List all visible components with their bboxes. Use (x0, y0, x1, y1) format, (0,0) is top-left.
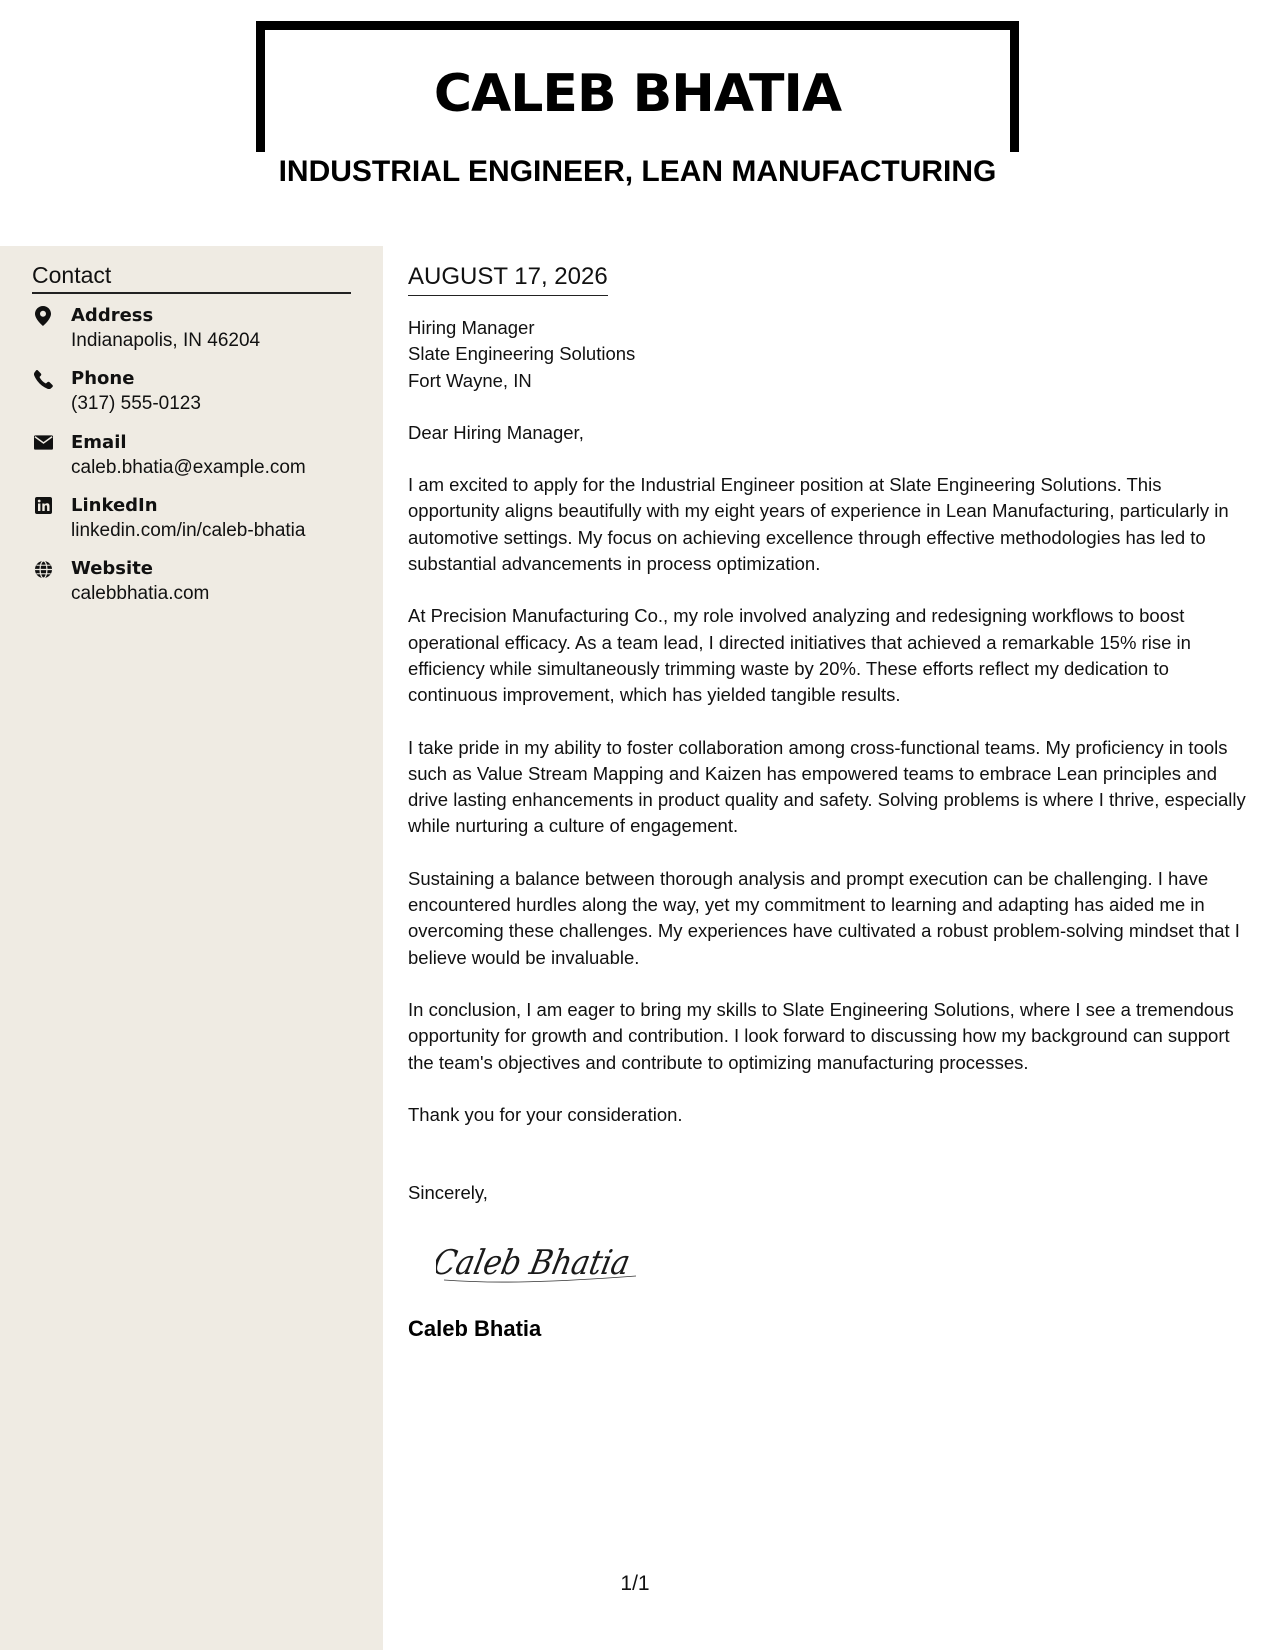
letter-body (408, 260, 1254, 1344)
signed-name: Caleb Bhatia (408, 1316, 542, 1342)
email-link[interactable]: caleb.bhatia@example.com (71, 456, 306, 478)
paragraph-collaboration: I take pride in my ability to foster collaboration among cross-functional teams. My proficiency in tools such as Value Stream Mapping and Kaizen has empowered teams to embrace Lean principles and drive lasting enhancements in product quality and safety. Solving problems is where I thrive, especially while nurturing a culture of engagement. (408, 736, 1246, 837)
contact-heading: Contact (32, 260, 351, 294)
paragraph-conclusion: In conclusion, I am eager to bring my skills to Slate Engineering Solutions, where I see a tremendous opportunity for growth and contribution. I look forward to discussing how my background can support the team's objectives and contribute to optimizing manufacturing processes. (408, 998, 1234, 1073)
closing-line: Thank you for your consideration. (408, 1103, 683, 1125)
contact-label: Website (71, 558, 154, 580)
recipient-company: Slate Engineering Solutions (408, 343, 636, 365)
paragraph-intro: I am excited to apply for the Industrial Engineer position at Slate Engineering Solutions. This opportunity aligns beautifully with my eight years of experience in Lean Manufacturing, particularly in automotive settings. My focus on achieving excellence through effective methodologies has led to substantial advancements in process optimization. (408, 474, 1229, 575)
contact-list (32, 304, 362, 620)
envelope-icon (33, 433, 53, 453)
contact-item-linkedin (32, 494, 362, 557)
letter-date: AUGUST 17, 2026 (408, 260, 608, 296)
phone-value: (317) 555-0123 (71, 393, 201, 415)
website-link[interactable]: calebbhatia.com (71, 583, 210, 605)
contact-item-website (32, 557, 362, 620)
contact-item-phone (32, 367, 362, 430)
contact-item-email (32, 431, 362, 494)
contact-label: Address (71, 305, 154, 326)
recipient-block (408, 315, 1254, 394)
svg-text:Caleb Bhatia: Caleb Bhatia (436, 1243, 646, 1284)
address-value: Indianapolis, IN 46204 (71, 330, 261, 351)
recipient-name: Hiring Manager (408, 317, 535, 338)
contact-label: Phone (71, 368, 135, 390)
paragraph-experience: At Precision Manufacturing Co., my role involved analyzing and redesigning workflows to boost operational efficacy. As a team lead, I directed initiatives that achieved a remarkable 15% rise in efficiency while simultaneously trimming waste by 20%. These efforts reflect my dedication to continuous improvement, which has yielded tangible results. (408, 605, 1191, 706)
contact-label: Email (71, 431, 127, 453)
contact-sidebar (0, 246, 383, 1650)
job-title: INDUSTRIAL ENGINEER, LEAN MANUFACTURING (256, 152, 1019, 192)
map-pin-icon (33, 306, 53, 326)
paragraph-challenges: Sustaining a balance between thorough analysis and prompt execution can be challenging. I have encountered hurdles along the way, yet my commitment to learning and adapting has aided me in overcoming these challenges. My experiences have cultivated a robust problem-solving mindset that I believe would be invaluable. (408, 867, 1240, 968)
linkedin-icon (33, 496, 53, 516)
page-number: 1/1 (620, 1572, 650, 1595)
applicant-name: CALEB BHATIA (433, 64, 842, 124)
handwritten-signature (436, 1232, 1254, 1296)
contact-item-address (32, 304, 362, 367)
globe-icon (33, 559, 53, 579)
salutation: Dear Hiring Manager, (408, 421, 584, 443)
signoff: Sincerely, (408, 1182, 488, 1204)
linkedin-link[interactable]: linkedin.com/in/caleb-bhatia (71, 519, 306, 541)
contact-label: LinkedIn (71, 494, 158, 516)
phone-icon (33, 369, 53, 389)
recipient-location: Fort Wayne, IN (408, 369, 532, 391)
